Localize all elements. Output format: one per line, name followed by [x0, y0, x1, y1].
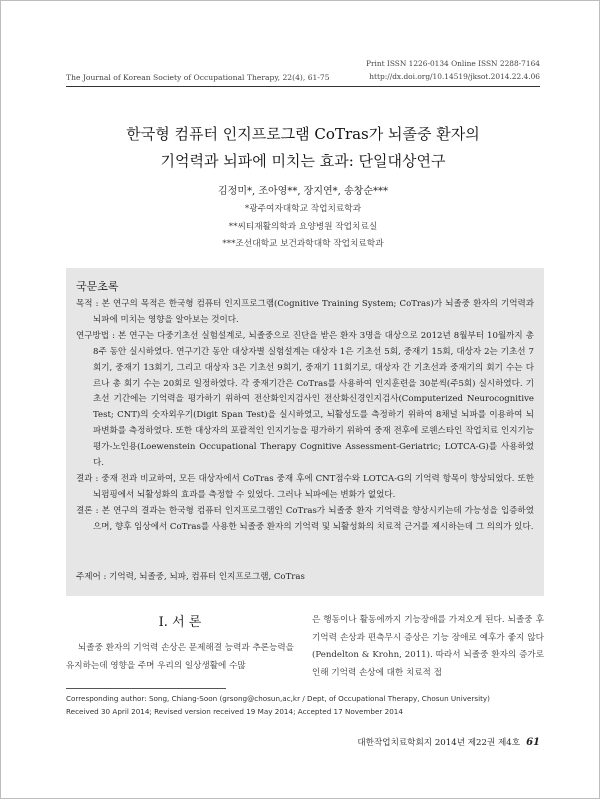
- page-number: 61: [526, 737, 540, 748]
- footer-journal: 대한작업치료학회지 2014년 제22권 제4호: [357, 738, 521, 748]
- issn-doi-block: [366, 57, 540, 83]
- affiliation-list: [66, 201, 540, 254]
- paper-title: [66, 121, 540, 175]
- affiliation-2: **씨티재활의학과 요양병원 작업치료실: [228, 221, 378, 232]
- page-footer: [357, 736, 540, 748]
- abstract-purpose: 목적 : 본 연구의 목적은 한국형 컴퓨터 인지프로그램(Cognitive Training System; CoTras)가 뇌졸중 환자의 기억력과 뇌파에 미치는 영향을 알아보는 것이다.: [76, 299, 534, 325]
- abstract-heading: 국문초록: [76, 280, 119, 293]
- intro-left-column: [66, 612, 294, 675]
- abstract-body: [76, 297, 534, 536]
- corresponding-author: Corresponding author: Song, Chiang-Soon (grsong@chosun,ac,kr / Dept, of Occupational Therapy, Chosun University): [66, 694, 490, 703]
- doi-link[interactable]: http://dx.doi.org/10.14519/jksot.2014.22.4.06: [369, 72, 540, 81]
- intro-right-column: [312, 612, 544, 682]
- title-line-1: 한국형 컴퓨터 인지프로그램 CoTras가 뇌졸중 환자의: [126, 125, 480, 143]
- footnote-rule: [66, 688, 226, 689]
- title-line-2: 기억력과 뇌파에 미치는 효과: 단일대상연구: [160, 152, 446, 170]
- footnote: [66, 692, 546, 718]
- abstract-results: 결과 : 중재 전과 비교하여, 모든 대상자에서 CoTras 중재 후에 CNT점수와 LOTCA-G의 기억력 항목이 향상되었다. 또한 뇌펌핑에서 뇌활성화의 효과를 측정할 수 있었다. 그러나 뇌파에는 변화가 없었다.: [76, 473, 534, 500]
- journal-citation: The Journal of Korean Society of Occupational Therapy, 22(4), 61-75: [66, 73, 330, 82]
- abstract-box: [66, 268, 544, 596]
- received-dates: Received 30 April 2014; Revised version received 19 May 2014; Accepted 17 November 2014: [66, 707, 403, 716]
- abstract-conclusion: 결론 : 본 연구의 결과는 한국형 컴퓨터 인지프로그램인 CoTras가 뇌졸중 환자 기억력을 향상시키는데 가능성을 입증하였으며, 향후 임상에서 CoTras를 사용한 뇌졸중 환자의 기억력 및 뇌활성화의 치료적 근거를 제시하는데 그 의의가 있다.: [76, 505, 534, 532]
- author-list: 김정미*, 조아영**, 장지연*, 송창순***: [218, 186, 388, 197]
- abstract-keywords: 주제어 : 기억력, 뇌졸중, 뇌파, 컴퓨터 인지프로그램, CoTras: [76, 572, 305, 582]
- abstract-methods: 연구방법 : 본 연구는 다중기초선 실험설계로, 뇌졸중으로 진단을 받은 환자 3명을 대상으로 2012년 8월부터 10월까지 총 8주 동안 실시하였다. 연구기간 동안 대상자별 실험설계는 대상자 1은 기초선 5회, 중재기 15회, 대상자 2는 기초선 7회기, 중재기 13회기, 그리고 대상자 3은 기초선 9회기, 중재기 11회기로, 대상자 간 기초선과 중재기의 회기 수는 다르나 총 회기 수는 20회로 일정하였다. 각 중재기간은 CoTras를 사용하여 인지훈련을 30분씩(주5회) 실시하였다. 기초선 기간에는 기억력을 평가하기 위하여 전산화인지검사인 전산화신경인지검사(Computerized Neurocognitive Test; CNT)의 숫자외우기(Digit Span Test)을 실시하였고, 뇌활성도를 측정하기 위하여 8채널 뇌파를 이용하여 뇌파변화를 측정하였다. 또한 대상자의 포괄적인 인지기능을 평가하기 위하여 중재 전후에 로웬스타인 작업치료 인지기능 평가-노인용(Loewenstein Occupational Therapy Cognitive Assessment-Geriatric; LOTCA-G)를 사용하였다.: [76, 330, 534, 469]
- affiliation-3: ***조선대학교 보건과학대학 작업치료학과: [222, 239, 384, 249]
- affiliation-1: *광주여자대학교 작업치료학과: [244, 204, 362, 214]
- intro-paragraph-left: 뇌졸중 환자의 기억력 손상은 문제해결 능력과 추론능력을 유지하는데 영향을 주며 우리의 일상생활에 수많: [66, 643, 294, 671]
- intro-paragraph-right: 은 행동이나 활동에까지 기능장애를 가져오게 된다. 뇌졸중 후 기억력 손상과 편측무시 증상은 기능 장애로 예후가 좋지 않다(Pendelton & Krohn, 2011). 따라서 뇌졸중 환자의 증가로 인해 기억력 손상에 대한 치료적 접: [312, 615, 544, 678]
- issn-line: Print ISSN 1226-0134 Online ISSN 2288-7164: [365, 59, 540, 68]
- section-heading-introduction: Ⅰ. 서 론: [158, 615, 202, 630]
- header-rule: [66, 86, 540, 87]
